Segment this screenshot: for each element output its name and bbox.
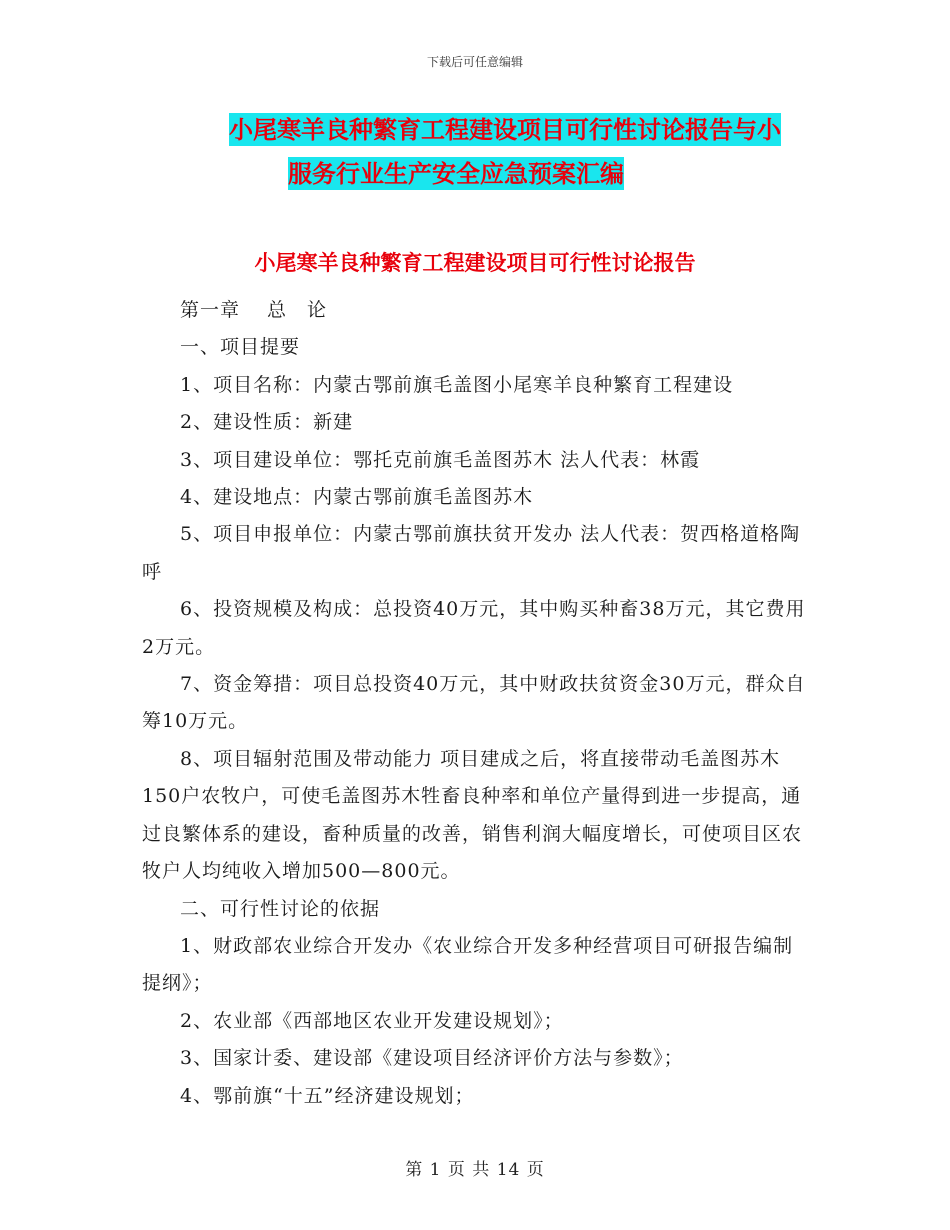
document-title-line-2: 服务行业生产安全应急预案汇编 (288, 159, 624, 188)
chapter-heading: 第一章 总 论 (180, 299, 328, 321)
body-paragraph: 4、建设地点：内蒙古鄂前旗毛盖图苏木 (180, 486, 534, 509)
document-title-line-1: 小尾寒羊良种繁育工程建设项目可行性讨论报告与小 (229, 115, 781, 144)
page-footer: 第 1 页 共 14 页 (405, 1160, 545, 1180)
body-paragraph: 2、农业部《西部地区农业开发建设规划》； (180, 1009, 564, 1032)
body-paragraph: 2、建设性质：新建 (180, 411, 354, 434)
document-body (142, 292, 812, 1115)
body-paragraph: 8、项目辐射范围及带动能力 项目建成之后，将直接带动毛盖图苏木150户农牧户，可使毛盖图苏木牲畜良种率和单位产量得到进一步提高，通过良繁体系的建设，畜种质量的改善，销售利润大幅度增长，可使项目区农牧户人均纯收入增加500—800元。 (142, 747, 803, 883)
body-paragraph: 4、鄂前旗“十五”经济建设规划； (180, 1084, 475, 1107)
page-header-note: 下载后可任意编辑 (426, 55, 523, 69)
body-paragraph: 5、项目申报单位：内蒙古鄂前旗扶贫开发办 法人代表：贺西格道格陶呼 (142, 523, 801, 583)
section-heading: 二、可行性讨论的依据 (180, 897, 381, 920)
body-paragraph: 6、投资规模及构成：总投资40万元，其中购买种畜38万元，其它费用2万元。 (142, 598, 806, 658)
body-paragraph: 1、财政部农业综合开发办《农业综合开发多种经营项目可研报告编制提纲》； (142, 934, 794, 995)
body-paragraph: 3、国家计委、建设部《建设项目经济评价方法与参数》； (180, 1047, 684, 1070)
body-paragraph: 3、项目建设单位：鄂托克前旗毛盖图苏木 法人代表：林霞 (180, 448, 701, 471)
body-paragraph: 7、资金筹措：项目总投资40万元，其中财政扶贫资金30万元，群众自筹10万元。 (142, 673, 806, 733)
section-heading: 一、项目提要 (180, 336, 301, 359)
body-paragraph: 1、项目名称：内蒙古鄂前旗毛盖图小尾寒羊良种繁育工程建设 (180, 373, 734, 396)
report-title: 小尾寒羊良种繁育工程建设项目可行性讨论报告 (254, 250, 696, 275)
